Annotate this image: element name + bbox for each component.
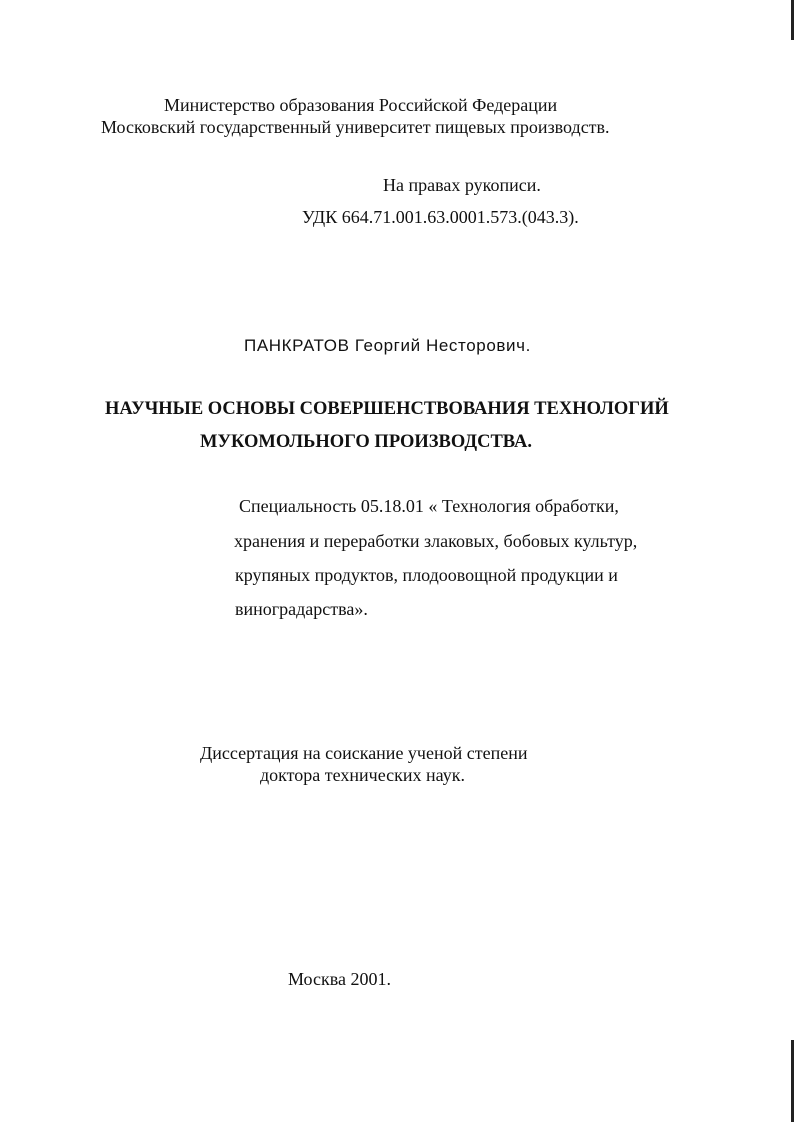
thesis-title-line-2: МУКОМОЛЬНОГО ПРОИЗВОДСТВА. (200, 432, 532, 452)
specialty-line-1: Специальность 05.18.01 « Технология обработки, (239, 496, 619, 516)
thesis-title-line-1: НАУЧНЫЕ ОСНОВЫ СОВЕРШЕНСТВОВАНИЯ ТЕХНОЛОГИЙ (105, 399, 669, 419)
udk-code: УДК 664.71.001.63.0001.573.(043.3). (302, 207, 579, 227)
author-name: ПАНКРАТОВ Георгий Несторович. (244, 336, 531, 355)
dissertation-line-2: доктора технических наук. (260, 765, 465, 785)
specialty-line-4: виноградарства». (235, 599, 368, 619)
university-line: Московский государственный университет пищевых производств. (101, 117, 610, 137)
ministry-line: Министерство образования Российской Федерации (164, 95, 558, 115)
specialty-line-3: крупяных продуктов, плодоовощной продукции и (235, 565, 618, 585)
city-year: Москва 2001. (288, 969, 391, 989)
dissertation-line-1: Диссертация на соискание ученой степени (200, 743, 528, 763)
specialty-line-2: хранения и переработки злаковых, бобовых культур, (234, 531, 638, 551)
manuscript-rights: На правах рукописи. (383, 175, 541, 195)
